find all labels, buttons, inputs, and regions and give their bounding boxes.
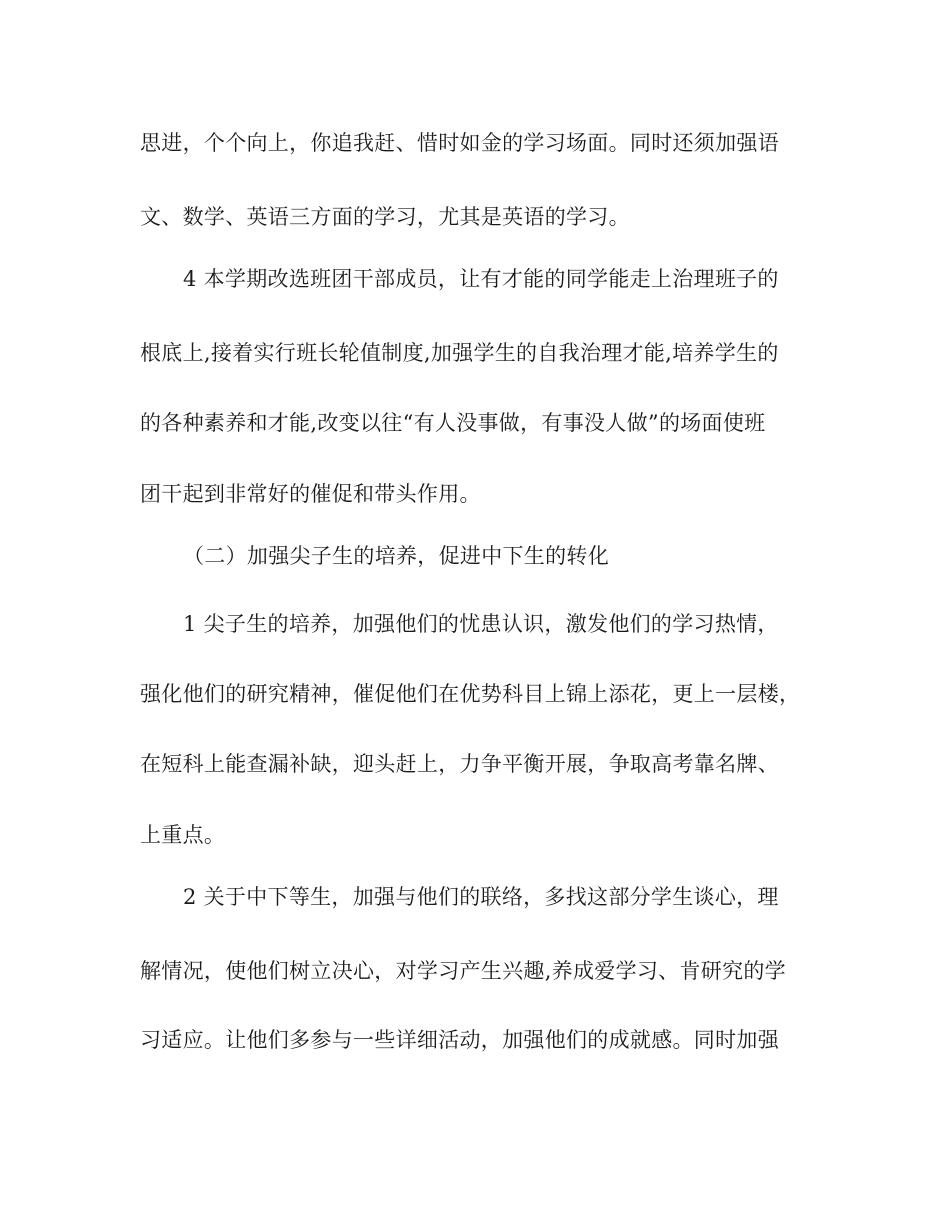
- paragraph-line: 2 关于中下等生，加强与他们的联络，多找这部分学生谈心，理: [183, 885, 779, 909]
- paragraph-line: 1 尖子生的培养，加强他们的忧患认识，激发他们的学习热情，: [183, 612, 779, 636]
- section-heading: （二）加强尖子生的培养，促进中下生的转化: [183, 544, 609, 568]
- paragraph-line: 强化他们的研究精神，催促他们在优势科目上锦上添花，更上一层楼，: [140, 682, 801, 706]
- paragraph-line: 在短科上能查漏补缺，迎头赶上，力争平衡开展，争取高考靠名牌、: [140, 752, 779, 776]
- paragraph-line: 团干起到非常好的催促和带头作用。: [140, 482, 481, 506]
- paragraph-line: 上重点。: [140, 823, 226, 847]
- paragraph-line: 的各种素养和才能,改变以往“有人没事做，有事没人做”的场面使班: [140, 411, 766, 435]
- paragraph-line: 解情况，使他们树立决心，对学习产生兴趣,养成爱学习、肯研究的学: [140, 959, 786, 983]
- paragraph-line: 习适应。让他们多参与一些详细活动，加强他们的成就感。同时加强: [140, 1028, 779, 1052]
- paragraph-line: 思进，个个向上，你追我赶、惜时如金的学习场面。同时还须加强语: [140, 131, 779, 155]
- paragraph-line: 文、数学、英语三方面的学习，尤其是英语的学习。: [140, 205, 630, 229]
- paragraph-line: 根底上,接着实行班长轮值制度,加强学生的自我治理才能,培养学生的: [140, 341, 779, 365]
- paragraph-line: 4 本学期改选班团干部成员，让有才能的同学能走上治理班子的: [183, 267, 779, 291]
